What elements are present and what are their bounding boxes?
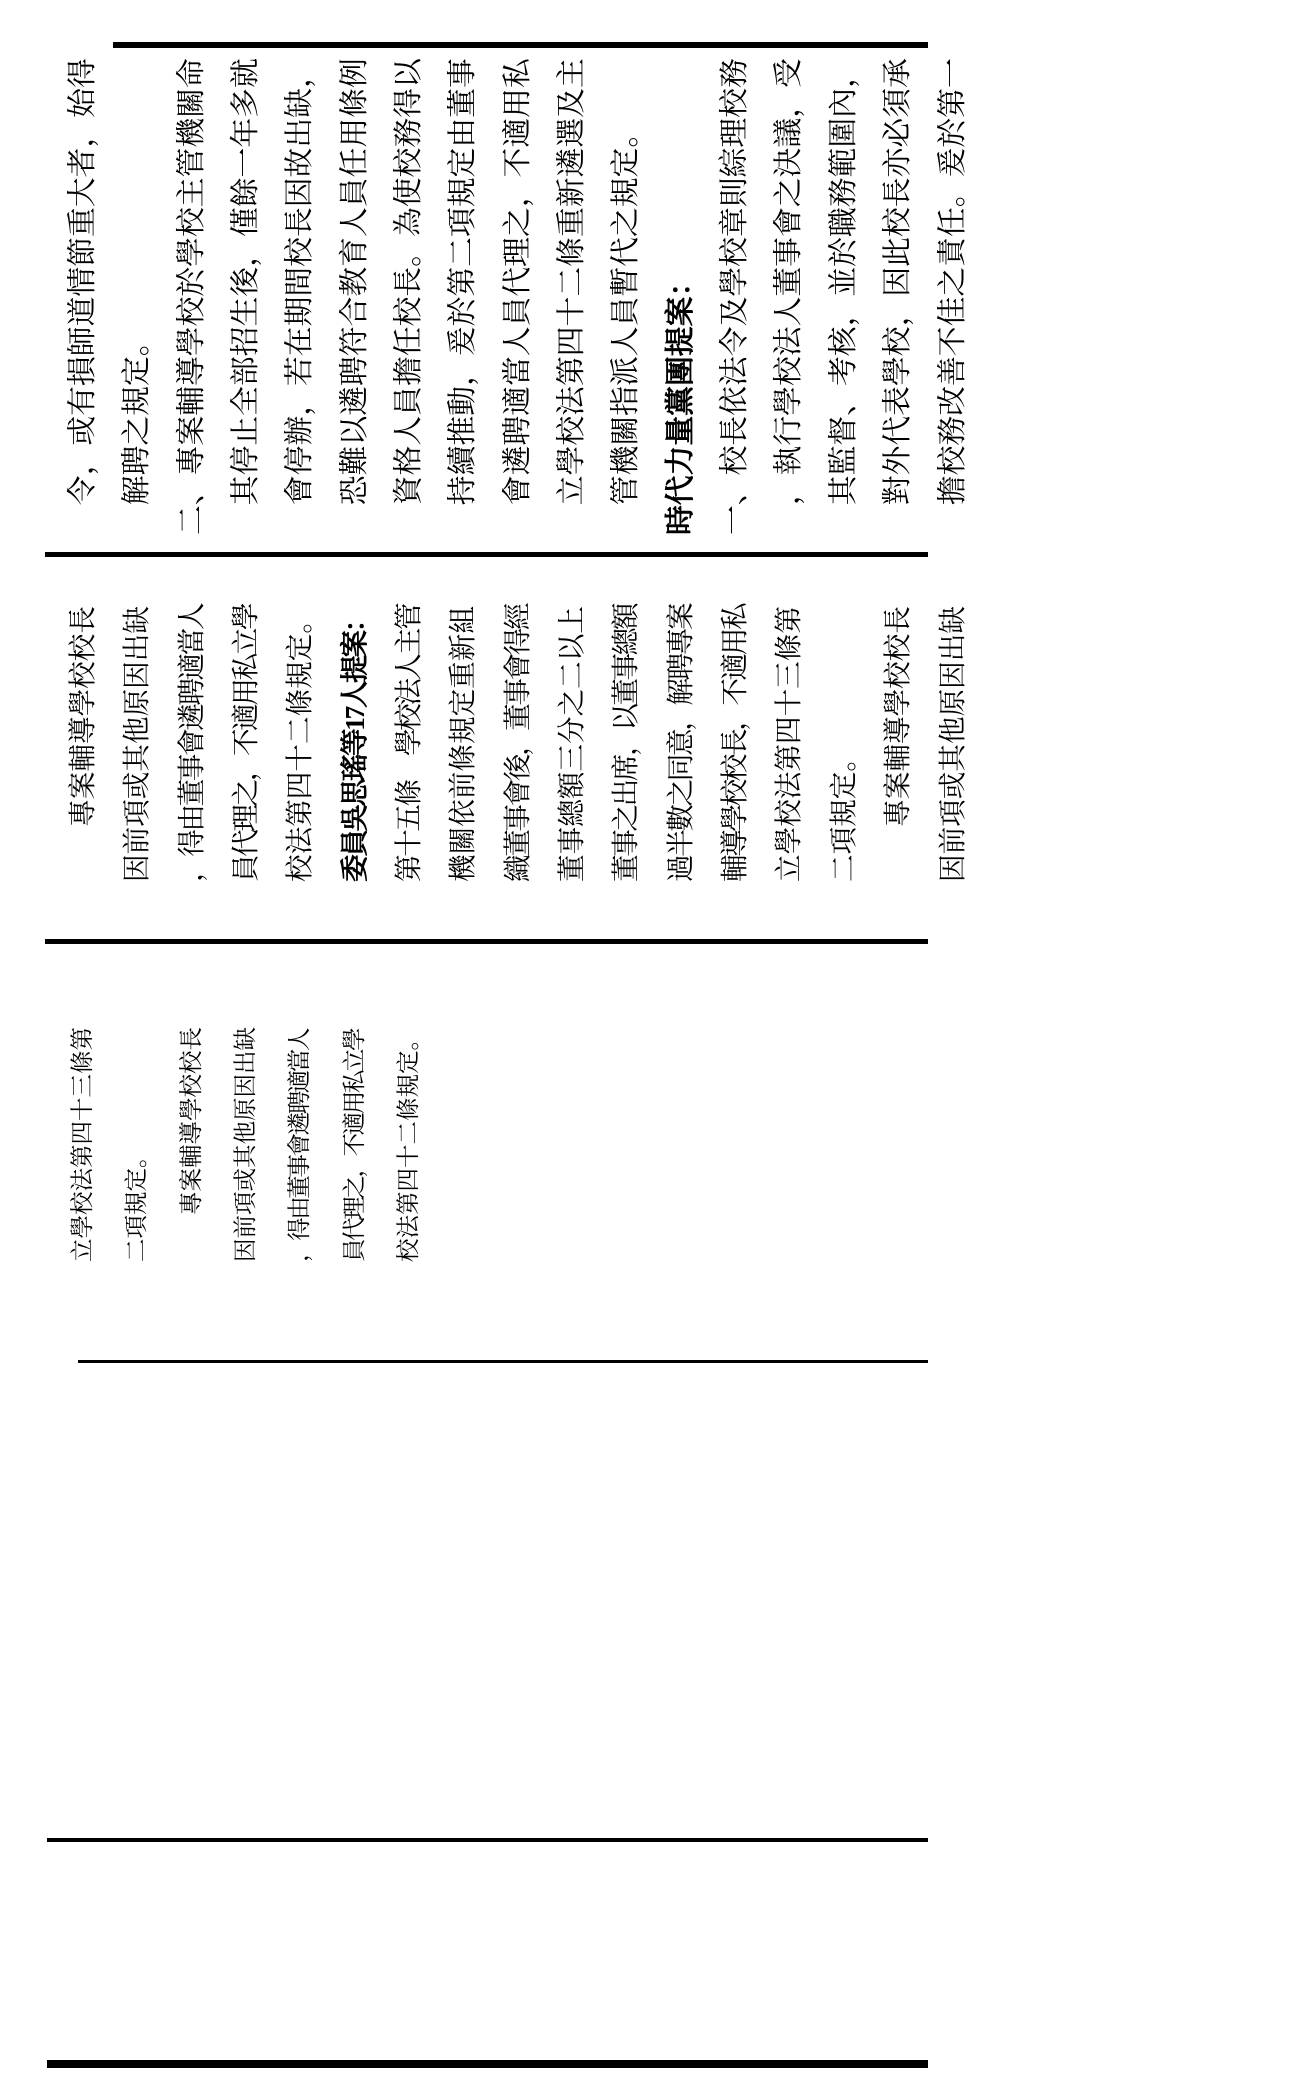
table-rule-col-2 [45, 939, 928, 944]
text-line: 織董事會後，董事會得經 [501, 604, 533, 882]
table-rule-right-thick [113, 42, 928, 48]
text-line: 第十五條 學校法人主管 [393, 604, 425, 882]
text-line: 會停辦，若在期間校長因故出缺， [283, 58, 317, 506]
text-line: 專案輔導學校校長 [67, 606, 98, 827]
text-line: 資格人員擔任校長。為使校務得以 [392, 58, 426, 506]
text-line: 持續推動，爰於第二項規定由董事 [446, 58, 480, 506]
text-line: 校法第四十二條規定。 [284, 606, 316, 882]
text-line: 董事之出席，以董事總額 [610, 604, 642, 882]
text-line: 管機關指派人員暫代之規定。 [609, 117, 643, 506]
text-line: 專案輔導學校校長 [178, 1027, 205, 1215]
text-line: 董事總額三分之二以上 [556, 606, 588, 882]
text-line: 對外代表學校，因此校長亦必須承 [881, 58, 915, 506]
text-line: 員代理之，不適用私立學 [341, 1029, 368, 1262]
text-line: 會遴聘適當人員代理之，不適用私 [500, 58, 534, 506]
text-line: 二、專案輔導學校於學校主管機關命 [174, 58, 208, 535]
text-line: 二項規定。 [124, 1144, 151, 1262]
text-line: 解聘之規定。 [120, 326, 154, 506]
proposal-header-line: 委員吳思瑤等17人提案： [338, 607, 370, 882]
column-explanation-and-ndp-proposal [56, 57, 969, 535]
text-line: 其監督、考核，並於職務範圍內， [826, 58, 860, 506]
table-rule-col-4 [47, 1838, 928, 1842]
text-line: 二項規定。 [827, 744, 859, 882]
text-line: ，得由董事會遴聘適當人 [287, 1029, 314, 1262]
text-line: 專案輔導學校校長 [882, 606, 914, 827]
table-rule-left-thick [47, 2060, 928, 2068]
text-line: 輔導學校校長，不適用私 [719, 604, 751, 882]
text-line: 因前項或其他原因出缺 [936, 606, 968, 882]
text-line: 因前項或其他原因出缺 [121, 606, 153, 882]
text-line: 一、校長依法令及學校章則綜理校務 [718, 58, 752, 535]
text-line: 其停止全部招生後，僅餘一年多就 [229, 58, 263, 506]
text-line: ，執行學校法人董事會之決議，受 [772, 58, 806, 506]
text-line: 恐難以遴聘符合教育人員任用條例 [337, 58, 371, 506]
text-line: 立學校法第四十三條第 [773, 606, 805, 882]
text-line: 立學校法第四十二條重新遴選及主 [555, 58, 589, 506]
text-line: 令，或有損師道情節重大者，始得 [66, 58, 99, 506]
text-line: 機關依前條規定重新組 [447, 606, 479, 882]
text-line: 擔校務改善不佳之責任。爰於第一 [935, 58, 969, 506]
proposal-header-line: 時代力量黨團提案： [663, 266, 697, 535]
column-wu-szu-yao-proposal [56, 578, 968, 882]
text-line: ，得由董事會遴聘適當人 [175, 604, 207, 882]
text-line: 員代理之，不適用私立學 [230, 604, 262, 882]
text-line: 立學校法第四十三條第 [70, 1027, 96, 1262]
text-line: 因前項或其他原因出缺 [233, 1027, 260, 1262]
text-line: 過半數之同意，解聘專案 [664, 604, 696, 882]
table-rule-col-1 [45, 552, 928, 557]
text-line: 校法第四十二條規定。 [396, 1027, 423, 1262]
table-rule-col-3 [78, 1360, 928, 1363]
column-reviewed-text [56, 1008, 932, 1262]
